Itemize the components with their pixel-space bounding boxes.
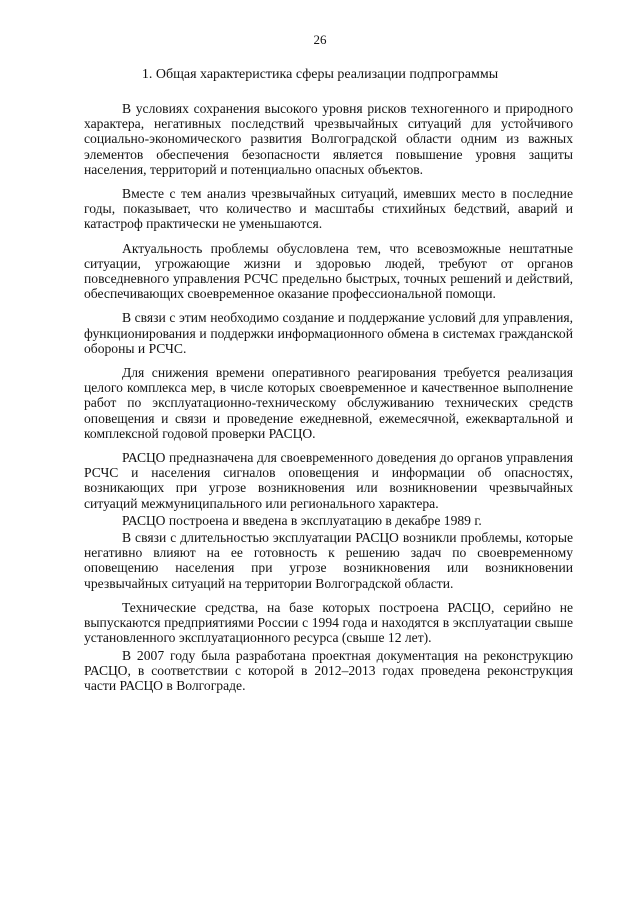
paragraph-rasco-purpose: РАСЦО предназначена для своевременного доведения до органов управления РСЧС и населения сигналов оповещения и информации об опасностях, возникающих при угрозе возникновения или возникновении чрезвычайных ситуаций межмуниципального или регионального характера. (84, 450, 573, 511)
paragraph-operation-problems: В связи с длительностью эксплуатации РАСЦО возникли проблемы, которые негативно влияют на ее готовность к решению задач по своевременному оповещению населения при угрозе возникновения или возникновении чрезвычайных ситуаций на территории Волгоградской области. (84, 530, 573, 591)
section-title: 1. Общая характеристика сферы реализации подпрограммы (141, 67, 499, 82)
paragraph-technical-means: Технические средства, на базе которых построена РАСЦО, серийно не выпускаются предприятиями России с 1994 года и находятся в эксплуатации свыше установленного эксплуатационного ресурса (свыше 12 лет). (84, 599, 573, 646)
paragraph-emergency-analysis: Вместе с тем анализ чрезвычайных ситуаций, имевших место в последние годы, показывает, что количество и масштабы стихийных бедствий, аварий и катастроф практически не уменьшаются. (84, 186, 573, 232)
paragraph-management-conditions: В связи с этим необходимо создание и поддержание условий для управления, функционирования и поддержки информационного обмена в системах гражданской обороны и РСЧС. (84, 310, 573, 356)
paragraph-risk-conditions: В условиях сохранения высокого уровня рисков техногенного и природного характера, негативных последствий чрезвычайных ситуаций для устойчивого социально-экономического развития Волгоградской области одним из важных элементов обеспечения безопасности является повышение уровня защиты населения, территорий и потенциально опасных объектов. (84, 101, 573, 177)
document-body (84, 101, 573, 702)
paragraph-relevance: Актуальность проблемы обусловлена тем, что всевозможные нештатные ситуации, угрожающие жизни и здоровью людей, требуют от органов повседневного управления РСЧС предельно быстрых, точных решений и действий, обеспечивающих своевременное оказание профессиональной помощи. (84, 240, 573, 302)
paragraph-reconstruction: В 2007 году была разработана проектная документация на реконструкцию РАСЦО, в соответствии с которой в 2012–2013 годах проведена реконструкция части РАСЦО в Волгограде. (84, 647, 573, 693)
paragraph-rasco-commissioning: РАСЦО построена и введена в эксплуатацию в декабре 1989 г. (122, 512, 482, 528)
page-number: 26 (313, 32, 327, 47)
paragraph-response-measures: Для снижения времени оперативного реагирования требуется реализация целого комплекса мер, в числе которых своевременное и качественное выполнение работ по эксплуатационно-техническому обслуживанию технических средств оповещения и связи и проведение ежедневной, ежемесячной, ежеквартальной и комплексной годовой проверки РАСЦО. (84, 365, 573, 441)
